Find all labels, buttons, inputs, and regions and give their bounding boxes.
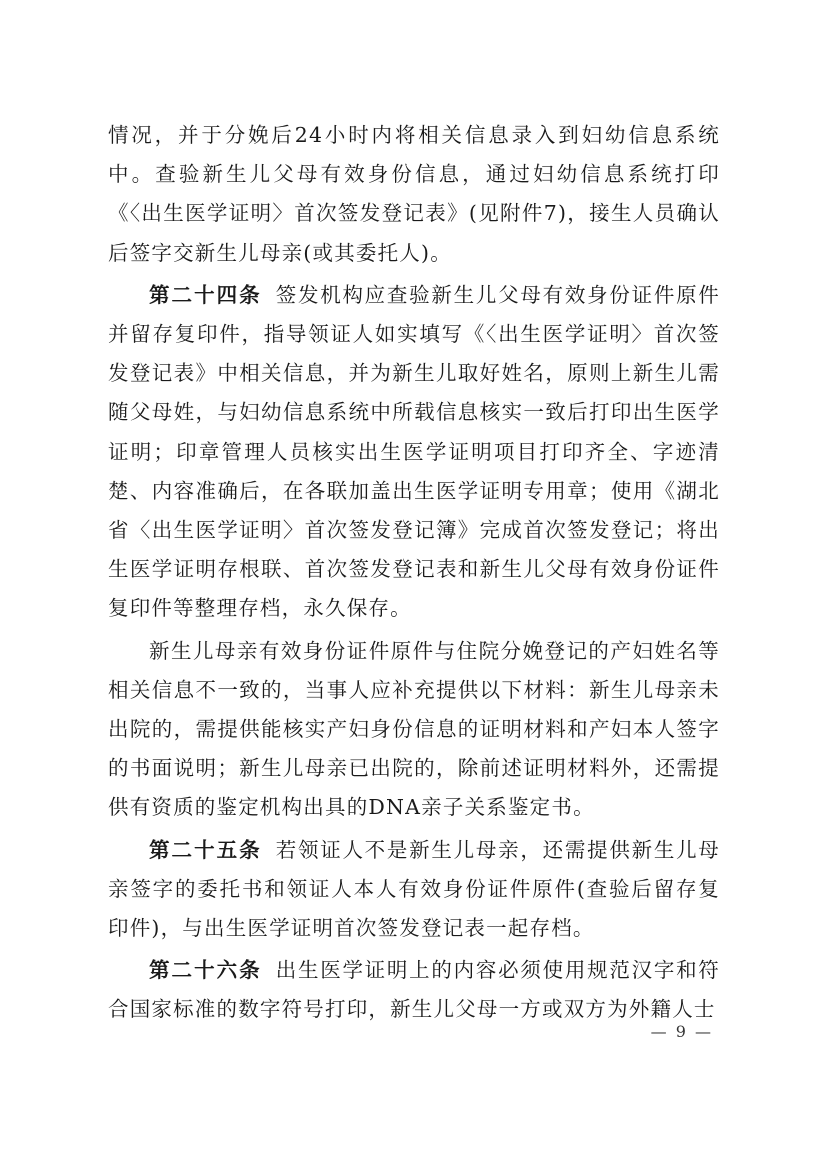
paragraph-text: 情况，并于分娩后24小时内将相关信息录入到妇幼信息系统中。查验新生儿父母有效身份信息，通过妇幼信息系统打印《〈出生医学证明〉首次签发登记表》(见附件7)，接生人员确认后签字交新生儿母亲(或其委托人)。: [108, 123, 720, 265]
page-number: — 9 —: [650, 1022, 713, 1041]
document-body: [108, 116, 720, 1033]
article-25-text: 若领证人不是新生儿母亲，还需提供新生儿母亲签字的委托书和领证人本人有效身份证件原件(查验后留存复印件)，与出生医学证明首次签发登记表一起存档。: [108, 837, 721, 941]
article-26-text: 出生医学证明上的内容必须使用规范汉字和符合国家标准的数字符号打印，新生儿父母一方或双方为外籍人士: [108, 958, 721, 1022]
article-25-paragraph: [108, 831, 720, 949]
article-24-paragraph: [108, 276, 720, 629]
article-24-text: 签发机构应查验新生儿父母有效身份证件原件并留存复印件，指导领证人如实填写《〈出生医学证明〉首次签发登记表》中相关信息，并为新生儿取好姓名，原则上新生儿需随父母姓，与妇幼信息系统中所载信息核实一致后打印出生医学证明；印章管理人员核实出生医学证明项目打印齐全、字迹清楚、内容准确后，在各联加盖出生医学证明专用章；使用《湖北省〈出生医学证明〉首次签发登记簿》完成首次签发登记；将出生医学证明存根联、首次签发登记表和新生儿父母有效身份证件复印件等整理存档，永久保存。: [108, 282, 721, 621]
article-26-label: 第二十六条: [149, 958, 262, 983]
article-24-supplement-paragraph: [108, 632, 720, 828]
paragraph-continuation: [108, 116, 720, 273]
article-24-supplement-text: 新生儿母亲有效身份证件原件与住院分娩登记的产妇姓名等相关信息不一致的，当事人应补充提供以下材料：新生儿母亲未出院的，需提供能核实产妇身份信息的证明材料和产妇本人签字的书面说明；新生儿母亲已出院的，除前述证明材料外，还需提供有资质的鉴定机构出具的DNA亲子关系鉴定书。: [108, 638, 720, 820]
article-25-label: 第二十五条: [149, 837, 262, 862]
article-24-label: 第二十四条: [149, 282, 262, 307]
article-26-paragraph: [108, 951, 720, 1029]
